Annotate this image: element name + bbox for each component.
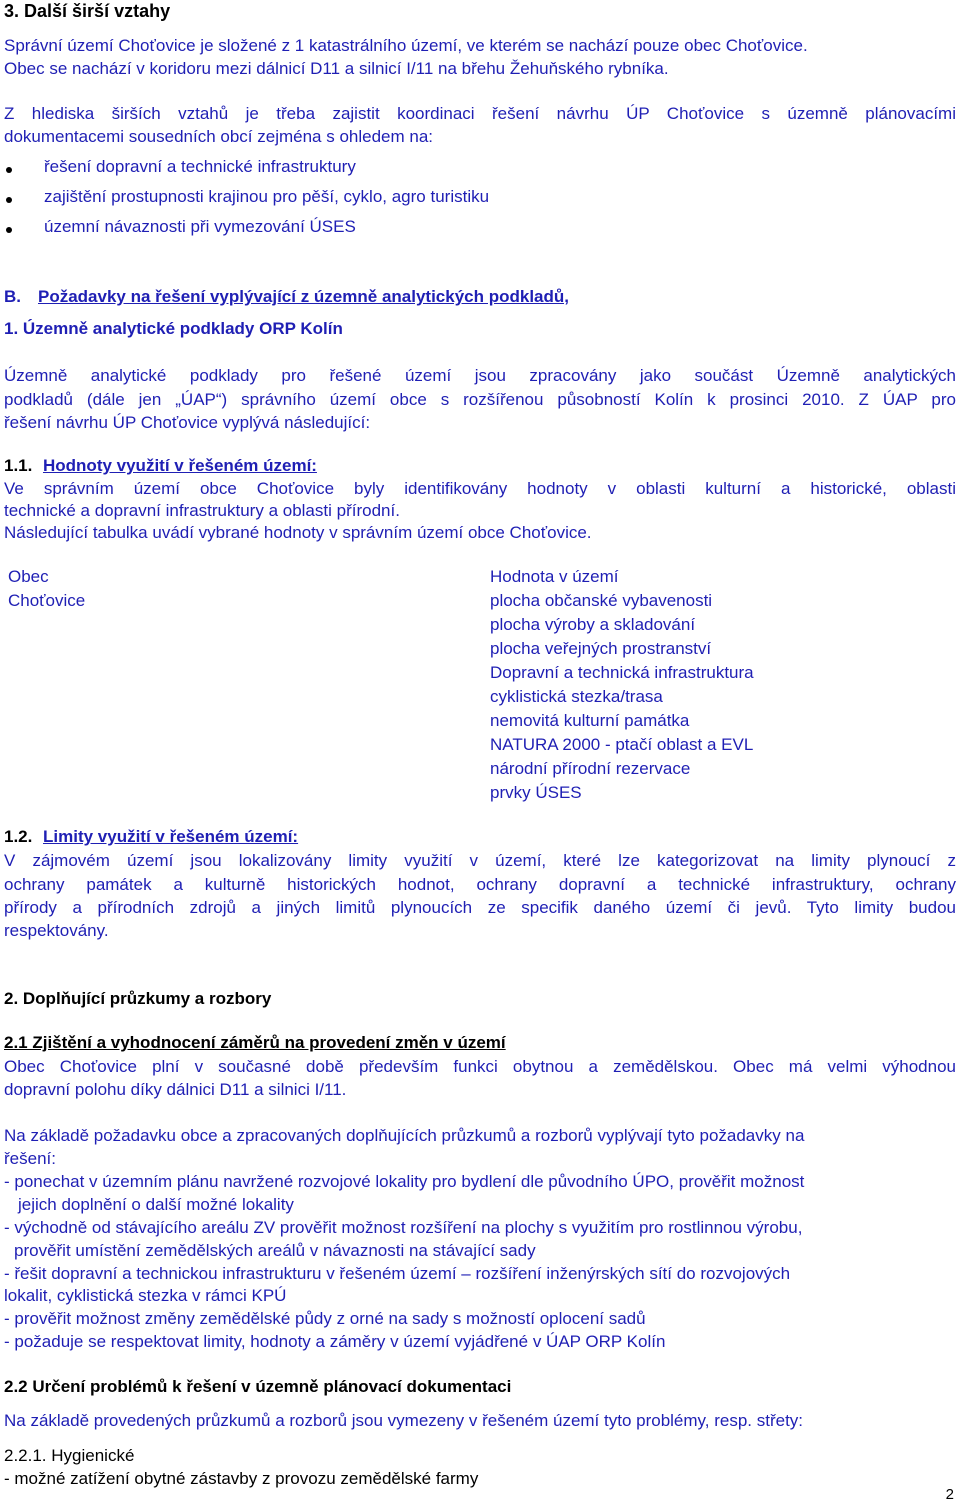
table-cell: cyklistická stezka/trasa — [490, 687, 663, 706]
subsection-number: 1.2. — [4, 827, 33, 846]
list-item: - možné zatížení obytné zástavby z provozu zemědělské farmy — [4, 1469, 479, 1488]
paragraph-line: řešení návrhu ÚP Choťovice vyplývá následující: — [4, 413, 371, 432]
section-label: B. — [4, 287, 21, 306]
table-cell: Dopravní a technická infrastruktura — [490, 663, 754, 682]
subsection-number: 1.1. — [4, 456, 33, 475]
paragraph-line: respektovány. — [4, 921, 109, 940]
paragraph-line: dopravní polohu díky dálnici D11 a silnici I/11. — [4, 1080, 347, 1099]
bullet-item: územní návaznosti při vymezování ÚSES — [44, 217, 356, 236]
list-item: - požaduje se respektovat limity, hodnoty a záměry v území vyjádřené v ÚAP ORP Kolín — [4, 1332, 666, 1351]
paragraph-line: V zájmovém území jsou lokalizovány limity využití v území, které lze kategorizovat na limity plynoucí z — [4, 851, 956, 870]
paragraph-line: Správní území Choťovice je složené z 1 katastrálního území, ve kterém se nachází pouze obec Choťovice. — [4, 36, 808, 55]
bullet-icon — [6, 167, 12, 173]
bullet-icon — [6, 227, 12, 233]
paragraph-line: Na základě požadavku obce a zpracovaných doplňujících průzkumů a rozborů vyplývají tyto požadavky na — [4, 1126, 805, 1145]
table-cell: plocha občanské vybavenosti — [490, 591, 713, 610]
list-item-continuation: jejich doplnění o další možné lokality — [18, 1195, 294, 1214]
list-item-continuation: prověřit umístění zemědělských areálů v návaznosti na stávající sady — [14, 1241, 536, 1260]
section-heading: 1. Územně analytické podklady ORP Kolín — [4, 319, 343, 338]
table-column-hodnota — [490, 566, 950, 806]
list-item: - ponechat v územním plánu navržené rozvojové lokality pro bydlení dle původního ÚPO, prověřit možnost — [4, 1172, 805, 1191]
section-heading: 2. Doplňující průzkumy a rozbory — [4, 989, 272, 1008]
table-cell: národní přírodní rezervace — [490, 759, 691, 778]
table-cell: NATURA 2000 - ptačí oblast a EVL — [490, 735, 754, 754]
paragraph-line: Následující tabulka uvádí vybrané hodnoty v správním území obce Choťovice. — [4, 523, 592, 542]
paragraph-line: Územně analytické podklady pro řešené území jsou zpracovány jako součást Územně analytických — [4, 366, 956, 385]
table-cell: plocha výroby a skladování — [490, 615, 696, 634]
paragraph-line: Obec se nachází v koridoru mezi dálnicí D11 a silnicí I/11 na břehu Žehuňského rybníka. — [4, 59, 669, 78]
paragraph-line: dokumentacemi sousedních obcí zejména s ohledem na: — [4, 127, 434, 146]
bullet-icon — [6, 197, 12, 203]
paragraph-line: Obec Choťovice plní v současné době především funkci obytnou a zemědělskou. Obec má velmi výhodnou — [4, 1057, 956, 1076]
paragraph-line: podkladů (dále jen „ÚAP“) správního území obce s rozšířenou působností Kolín k prosinci 2010. Z ÚAP pro — [4, 390, 956, 409]
subsection-title: Limity využití v řešeném území: — [43, 827, 299, 846]
subsection-label: 2.2.1. Hygienické — [4, 1446, 135, 1465]
bullet-item: zajištění prostupnosti krajinou pro pěší, cyklo, agro turistiku — [44, 187, 490, 206]
table-cell: nemovitá kulturní památka — [490, 711, 690, 730]
section-heading: 3. Další širší vztahy — [4, 1, 171, 21]
table-cell: Choťovice — [8, 591, 86, 610]
subsection-heading: 2.2 Určení problémů k řešení v územně plánovací dokumentaci — [4, 1377, 512, 1396]
paragraph-line: řešení: — [4, 1149, 56, 1168]
list-item: - řešit dopravní a technickou infrastrukturu v řešeném území – rozšíření inženýrských sítí do rozvojových — [4, 1264, 791, 1283]
page-number: 2 — [945, 1486, 954, 1503]
table-header-cell: Obec — [8, 567, 49, 586]
table-cell: plocha veřejných prostranství — [490, 639, 712, 658]
paragraph-line: Na základě provedených průzkumů a rozborů jsou vymezeny v řešeném území tyto problémy, resp. střety: — [4, 1411, 804, 1430]
paragraph-line: technické a dopravní infrastruktury a oblasti přírodní. — [4, 501, 400, 520]
table-column-obec — [8, 566, 468, 806]
table-header-cell: Hodnota v území — [490, 567, 619, 586]
subsection-title: Hodnoty využití v řešeném území: — [43, 456, 317, 475]
paragraph-line: Z hlediska širších vztahů je třeba zajistit koordinaci řešení návrhu ÚP Choťovice s územně plánovacími — [4, 104, 956, 123]
paragraph-line: přírody a přírodních zdrojů a jiných limitů plynoucích ze specifik daného území či jevů. Tyto limity budou — [4, 898, 956, 917]
subsection-heading: 2.1 Zjištění a vyhodnocení záměrů na provedení změn v území — [4, 1033, 506, 1052]
list-item: - východně od stávajícího areálu ZV prověřit možnost rozšíření na plochy s využitím pro rostlinnou výrobu, — [4, 1218, 803, 1237]
section-title: Požadavky na řešení vyplývající z územně analytických podkladů, — [38, 287, 570, 306]
bullet-item: řešení dopravní a technické infrastruktury — [44, 157, 356, 176]
list-item-continuation: lokalit, cyklistická stezka v rámci KPÚ — [4, 1286, 287, 1305]
paragraph-line: Ve správním území obce Choťovice byly identifikovány hodnoty v oblasti kulturní a historické, oblasti — [4, 479, 956, 498]
list-item: - prověřit možnost změny zemědělské půdy z orné na sady s možností oplocení sadů — [4, 1309, 646, 1328]
paragraph-line: ochrany památek a kulturně historických hodnot, ochrany dopravní a technické infrastruktury, ochrany — [4, 875, 956, 894]
table-cell: prvky ÚSES — [490, 783, 582, 802]
